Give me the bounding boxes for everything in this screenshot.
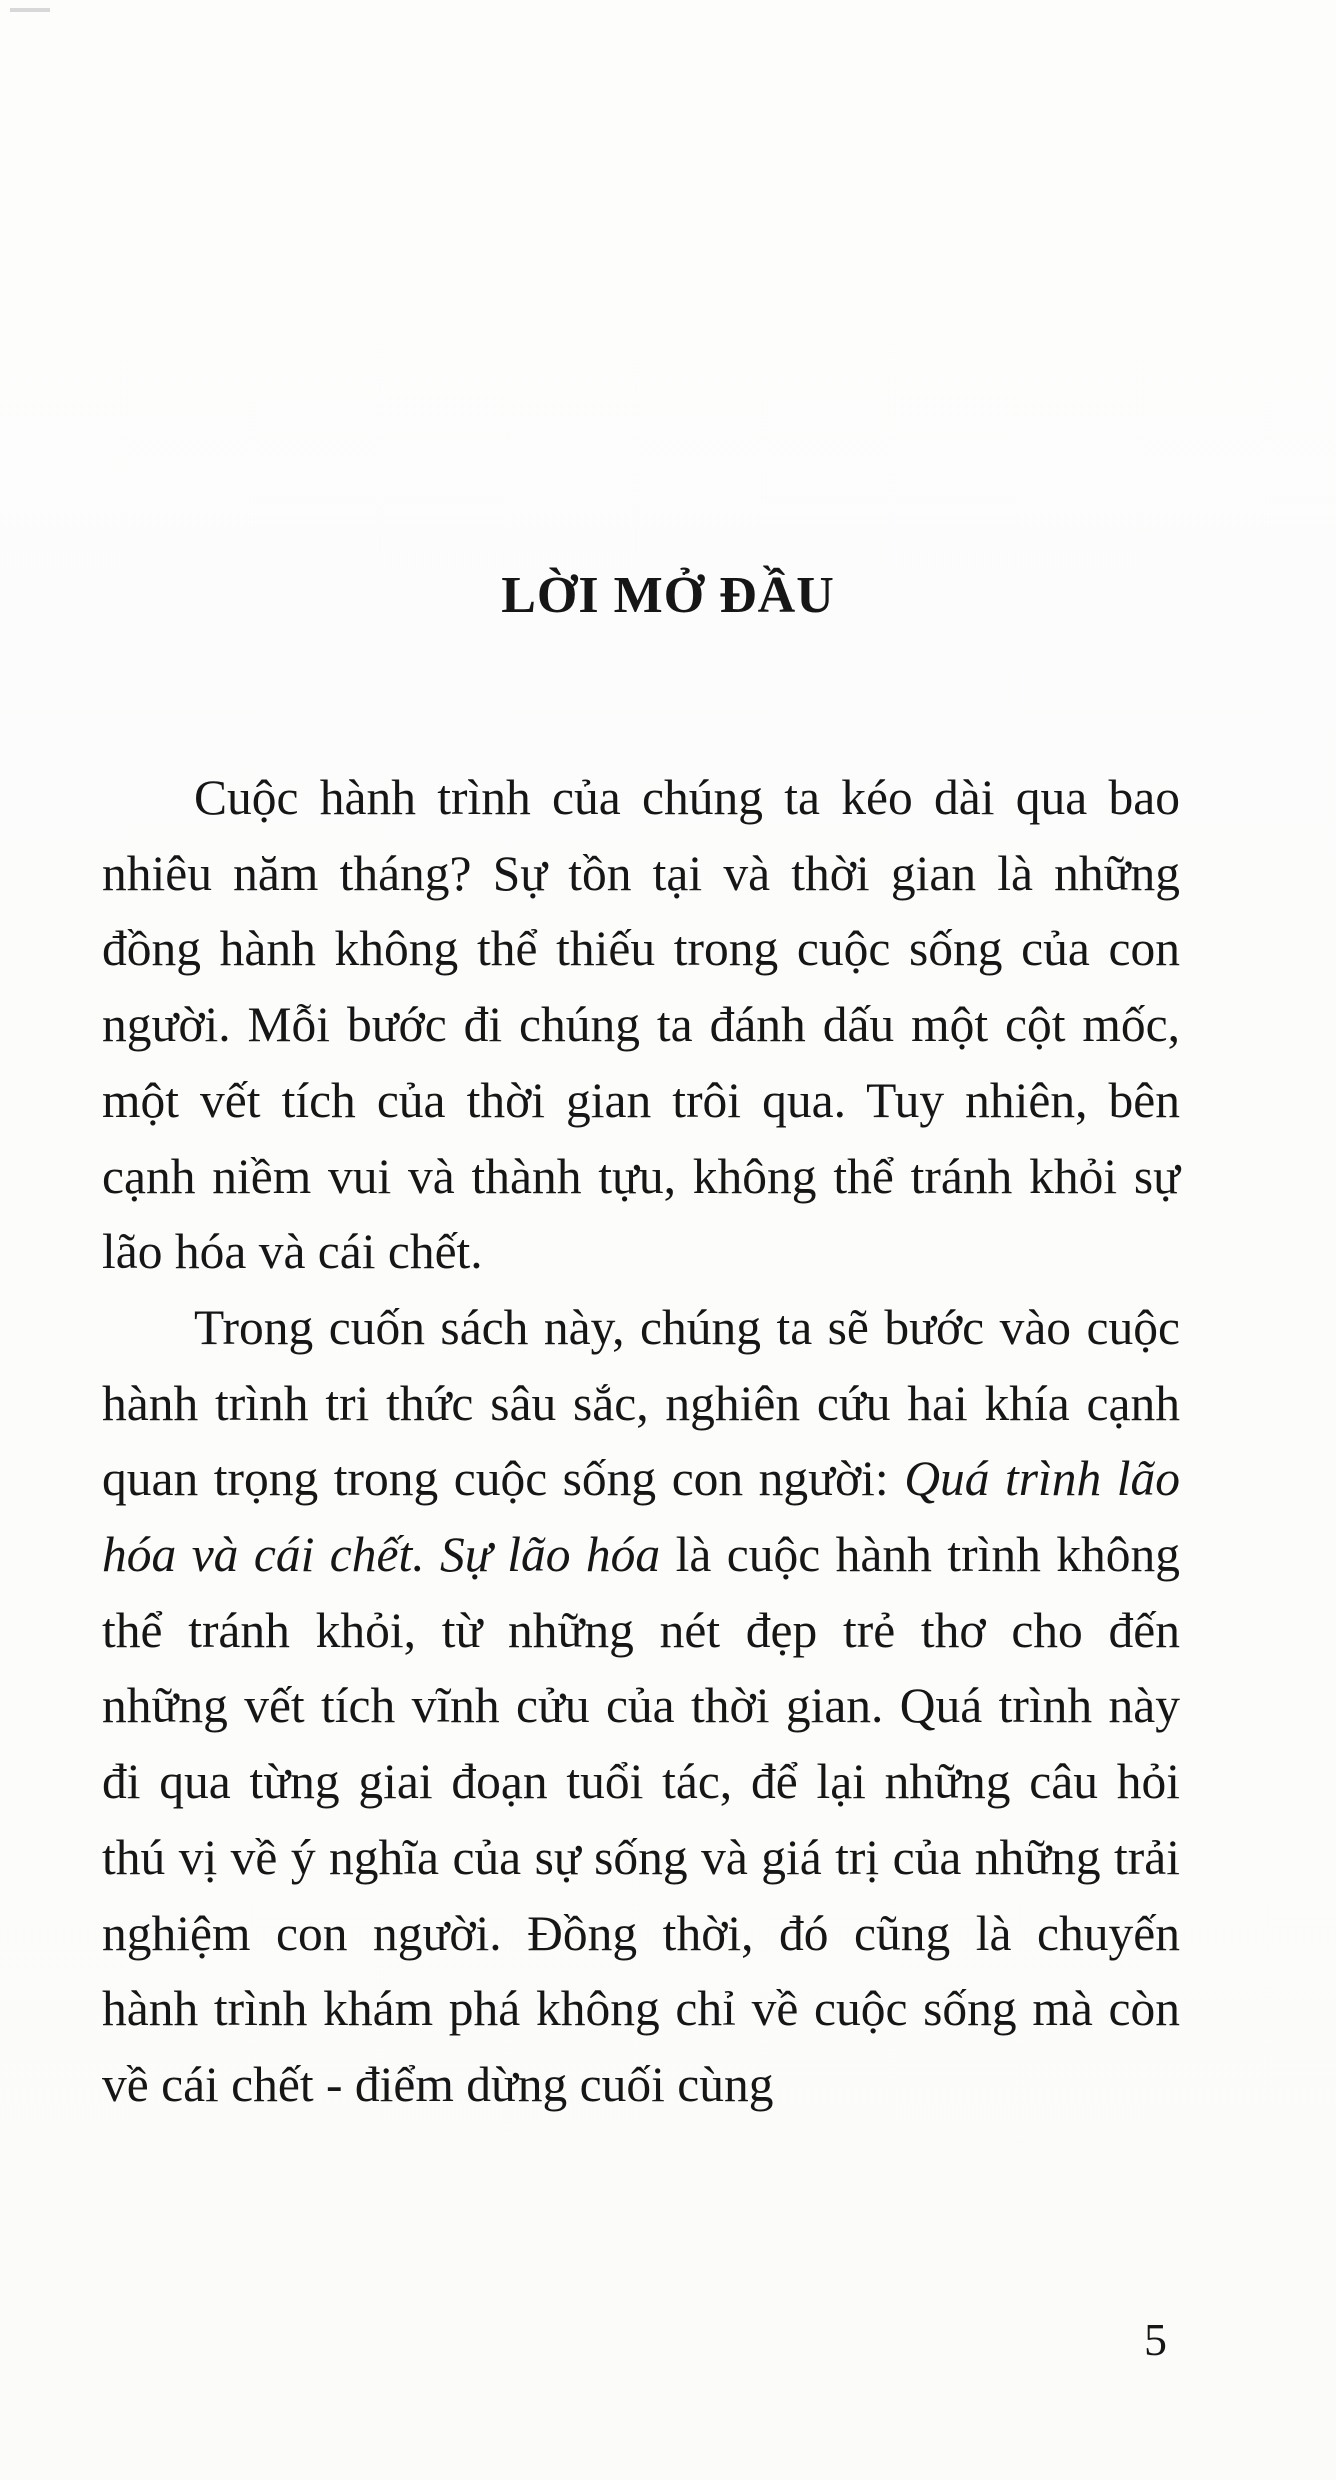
- paragraph-1: [102, 760, 1180, 1290]
- chapter-title: LỜI MỞ ĐẦU: [501, 567, 835, 624]
- body-text: [102, 760, 1180, 2123]
- paragraph-2-text-intro: Trong cuốn sách này, chúng ta sẽ bước vào cuộc hành trình tri thức sâu sắc, nghiên cứu hai khía cạnh quan trọng trong cuộc sống con người:: [102, 1299, 1180, 1507]
- paragraph-2-text-rest: là cuộc hành trình không thể tránh khỏi, từ những nét đẹp trẻ thơ cho đến những vết tích vĩnh cửu của thời gian. Quá trình này đi qua từng giai đoạn tuổi tác, để lại những câu hỏi thú vị về ý nghĩa của sự sống và giá trị của những trải nghiệm con người. Đồng thời, đó cũng là chuyến hành trình khám phá không chỉ về cuộc sống mà còn về cái chết - điểm dừng cuối cùng: [102, 1527, 1181, 2112]
- page-number: 5: [1144, 2314, 1167, 2365]
- scan-edge-mark: [10, 8, 50, 12]
- paragraph-1-text: Cuộc hành trình của chúng ta kéo dài qua bao nhiêu năm tháng? Sự tồn tại và thời gian là những đồng hành không thể thiếu trong cuộc sống của con người. Mỗi bước đi chúng ta đánh dấu một cột mốc, một vết tích của thời gian trôi qua. Tuy nhiên, bên cạnh niềm vui và thành tựu, không thể tránh khỏi sự lão hóa và cái chết.: [102, 770, 1180, 1280]
- paragraph-2-italic-phrase: Quá trình lão hóa và cái chết. Sự lão hóa: [102, 1451, 1180, 1583]
- paragraph-2: [102, 1290, 1180, 2123]
